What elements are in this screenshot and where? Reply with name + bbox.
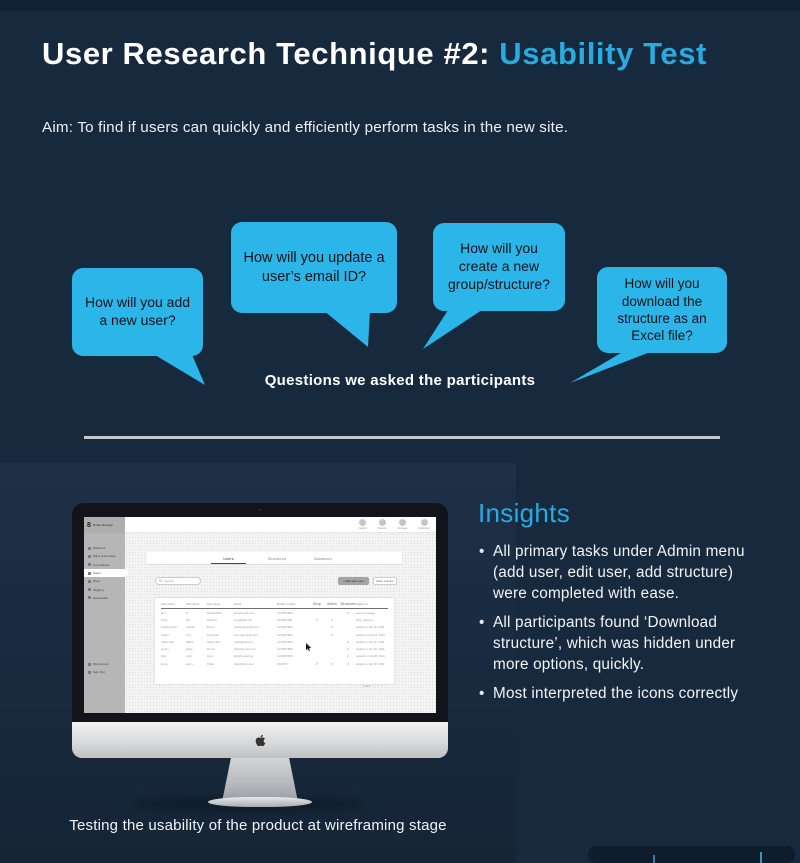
- search-icon: [159, 579, 162, 582]
- users-table: [155, 598, 394, 684]
- corner-tick: [653, 855, 655, 863]
- table-row: [161, 645, 388, 652]
- sidebar-item-label: Downloads: [93, 595, 108, 600]
- table-cell: Reynolds: [207, 632, 219, 637]
- column-header: Mobile number: [277, 602, 296, 606]
- table-cell: ✓: [346, 647, 350, 652]
- bubble-tail: [322, 310, 372, 350]
- sidebar-item: [84, 577, 125, 585]
- table-cell: M: [186, 610, 189, 615]
- pagination-label: 1 of 1: [363, 684, 371, 688]
- table-row: [161, 616, 388, 623]
- table-cell: abc: [161, 610, 166, 615]
- sidebar-item-label: Plans & Services: [93, 554, 116, 559]
- sidebar-item-icon: [88, 580, 91, 583]
- wireframe-sidebar-bottom: [84, 660, 125, 677]
- insight-bullet: • Most interpreted the icons correctly: [478, 683, 766, 704]
- table-row: [161, 638, 388, 645]
- sidebar-item-label: Tagging: [93, 587, 104, 592]
- column-header: Email: [234, 602, 241, 606]
- mouse-cursor-icon: [306, 643, 312, 652]
- title-highlight: Usability Test: [499, 36, 707, 71]
- wireframe-navbar: [84, 517, 436, 533]
- table-cell: plan & manage: [356, 610, 375, 615]
- column-header: Admin: [327, 602, 337, 606]
- wireframe-brand: [84, 517, 125, 533]
- avatar-icon: [359, 519, 366, 526]
- table-cell: sharon: [161, 632, 170, 637]
- aim-text: Aim: To find if users can quickly and efficiently perform tasks in the new site.: [42, 119, 569, 136]
- add-new-user-button: + Add new user: [338, 577, 369, 585]
- avatar-icon: [379, 519, 386, 526]
- table-cell: added on Jan 29, 2021: [356, 639, 385, 644]
- mockup-caption: Testing the usability of the product at wireframing stage: [69, 817, 447, 834]
- table-row: [161, 660, 388, 667]
- table-cell: added on Feb 16, 2021: [356, 632, 385, 637]
- sidebar-item-icon: [88, 547, 91, 550]
- sidebar-item-label: Users: [93, 571, 101, 576]
- bubbles-caption: Questions we asked the participants: [264, 372, 536, 389]
- table-cell: ✓: [330, 617, 334, 622]
- corner-tick: [760, 852, 762, 863]
- table-cell: Shroff Jain: [207, 639, 221, 644]
- tab-advanced: Advanced: [313, 556, 332, 561]
- column-header: Last name: [207, 602, 221, 606]
- bubble-tail: [421, 306, 491, 351]
- table-cell: Charlie: [186, 625, 195, 630]
- table-cell: added on Jan 25, 2021: [356, 625, 385, 630]
- table-cell: charlie@mobile.com: [234, 625, 260, 630]
- sidebar-item-label: List Analysis: [93, 562, 110, 567]
- table-cell: Jack: [186, 654, 192, 659]
- column-header: Added on: [356, 602, 368, 606]
- column-header: Shop: [313, 602, 321, 606]
- table-cell: ✓: [330, 625, 334, 630]
- table-cell: 1234567895: [277, 647, 293, 652]
- avatar-icon: [421, 519, 428, 526]
- table-cell: ✓: [346, 610, 350, 615]
- sidebar-item-icon: [88, 563, 91, 566]
- table-cell: kenny: [161, 661, 169, 666]
- table-cell: 1234567893: [277, 632, 293, 637]
- wireframe-table-body: [155, 609, 394, 667]
- corner-bar: [588, 846, 795, 863]
- table-cell: brown: [161, 647, 169, 652]
- avatar-label: Notification: [418, 527, 430, 530]
- insights-list: [478, 541, 766, 704]
- table-cell: 1234567896: [277, 654, 293, 659]
- avatar: [358, 519, 366, 530]
- sidebar-item-icon: [88, 555, 91, 558]
- sidebar-item-icon: [88, 671, 91, 674]
- table-cell: nikita (Tia): [161, 639, 174, 644]
- sidebar-item-label: Shop: [93, 579, 101, 584]
- pagination-prev-icon: ‹: [373, 684, 375, 688]
- avatar: [418, 519, 430, 530]
- sidebar-item-icon: [88, 596, 91, 599]
- table-cell: Reg. Network: [356, 617, 373, 622]
- table-row: [161, 609, 388, 616]
- table-cell: 1234567891: [277, 617, 293, 622]
- sidebar-item-label: Sign Out: [93, 670, 105, 675]
- table-cell: jack@email.net: [234, 654, 254, 659]
- table-cell: ✓: [330, 661, 334, 666]
- sidebar-item-label: Welcome: [93, 546, 106, 551]
- table-cell: Harry: [186, 661, 193, 666]
- title-prefix: User Research Technique #2:: [42, 36, 500, 71]
- search-placeholder: Search: [164, 579, 174, 583]
- avatar: [397, 519, 407, 530]
- wireframe-tabs: [147, 552, 402, 565]
- table-cell: ✓: [346, 661, 350, 666]
- sidebar-item: [84, 569, 125, 577]
- section-divider: [84, 436, 720, 439]
- insights-section: [478, 498, 766, 712]
- table-cell: ✓: [346, 654, 350, 659]
- wireframe-main: [125, 533, 436, 713]
- table-cell: 1234567890: [277, 610, 293, 615]
- column-header: Structures: [340, 602, 356, 606]
- speech-bubble-create-group: [433, 223, 565, 311]
- avatar-icon: [399, 519, 406, 526]
- avatar: [378, 519, 387, 530]
- table-cell: harry@abc.com: [234, 661, 254, 666]
- speech-bubble-text: How will you download the structure as an Excel file?: [617, 276, 707, 344]
- imac-chin: [72, 722, 448, 758]
- sidebar-item-icon: [88, 663, 91, 666]
- wireframe-screen: [84, 517, 436, 713]
- table-cell: Priya: [161, 617, 168, 622]
- insights-heading: Insights: [478, 498, 571, 528]
- table-cell: added on Jan 25, 2021: [356, 661, 385, 666]
- table-cell: added on Jan 25, 2021: [356, 647, 385, 652]
- sidebar-item-icon: [88, 588, 91, 591]
- active-item-notch: [125, 570, 128, 575]
- speech-bubble-download-structure: [597, 267, 727, 353]
- table-cell: Ms: [186, 617, 190, 622]
- speech-bubble-update-email: [231, 222, 397, 313]
- table-cell: Ryan: [207, 654, 214, 659]
- imac-stand-neck: [222, 757, 298, 802]
- table-cell: ✓: [346, 639, 350, 644]
- avatar-label: Network: [377, 527, 387, 530]
- brand-logo-icon: 8: [87, 521, 91, 529]
- table-cell: Nikita: [186, 639, 193, 644]
- table-cell: charlie.brown: [161, 625, 178, 630]
- table-cell: Moore: [207, 647, 215, 652]
- speech-bubble-text: How will you create a new group/structure?: [448, 240, 550, 292]
- table-cell: Potter: [207, 661, 215, 666]
- sidebar-item: [84, 660, 125, 668]
- pagination-next-icon: ›: [377, 684, 379, 688]
- table-cell: pilot: [161, 654, 167, 659]
- column-header: First name: [186, 602, 200, 606]
- table-cell: 1234567894: [277, 639, 293, 644]
- top-strip: [0, 0, 800, 11]
- insight-bullet: • All participants found ‘Download structure’, which was hidden under more options, quickly.: [478, 612, 766, 675]
- table-header: [161, 598, 388, 609]
- tab-structures: Structures: [267, 556, 286, 561]
- speech-bubble-text: How will you add a new user?: [84, 294, 191, 328]
- table-cell: nikita@abc.net: [234, 639, 253, 644]
- imac-stand-base: [208, 797, 312, 807]
- apple-logo-icon: [255, 734, 266, 747]
- table-cell: priya@abc.net: [234, 617, 253, 622]
- table-cell: Sharma: [207, 617, 217, 622]
- brand-name: Mobile Manager: [92, 523, 113, 527]
- sidebar-item: [84, 594, 125, 602]
- wireframe-sidebar: [84, 533, 125, 713]
- table-cell: ✓: [330, 632, 334, 637]
- speech-bubble-text: How will you update a user’s email ID?: [243, 249, 385, 285]
- table-cell: tom.s@mobile.com: [234, 632, 258, 637]
- avatar-label: Insights: [358, 527, 367, 530]
- sidebar-item: [84, 544, 125, 552]
- mockup-photo-block: [0, 463, 516, 863]
- sidebar-item-icon: [88, 572, 91, 575]
- column-header: User name: [161, 602, 175, 606]
- sidebar-item: [84, 552, 125, 560]
- sidebar-item-label: My Account: [93, 662, 109, 667]
- table-cell: abc@email.com: [234, 610, 255, 615]
- table-cell: added on Feb 25, 2021: [356, 654, 385, 659]
- table-cell: Brown: [207, 625, 215, 630]
- table-cell: hank@email.com: [234, 647, 256, 652]
- table-row: [161, 631, 388, 638]
- tab-users: Users: [211, 556, 245, 564]
- table-cell: 1234567892: [277, 625, 293, 630]
- sidebar-item: [84, 585, 125, 593]
- table-cell: Hank: [186, 647, 193, 652]
- avatar-label: Message: [397, 527, 408, 530]
- table-cell: Tom: [186, 632, 192, 637]
- more-options-button: More options: [373, 577, 397, 585]
- table-cell: ✓: [315, 661, 319, 666]
- table-cell: ✓: [315, 617, 319, 622]
- wireframe-avatars: [358, 519, 430, 530]
- table-cell: Richard Pal: [207, 610, 222, 615]
- search-input: [155, 577, 201, 585]
- insight-bullet: • All primary tasks under Admin menu (add user, edit user, add structure) were completed with ease.: [478, 541, 766, 604]
- wireframe-sidebar-items: [84, 533, 125, 602]
- table-cell: 1234567: [277, 661, 288, 666]
- pagination: [363, 684, 379, 688]
- camera-dot: [259, 509, 261, 511]
- table-row: [161, 624, 388, 631]
- page-title: [42, 36, 707, 72]
- sidebar-item: [84, 668, 125, 676]
- table-row: [161, 653, 388, 660]
- speech-bubble-add-user: [72, 268, 203, 356]
- sidebar-item: [84, 561, 125, 569]
